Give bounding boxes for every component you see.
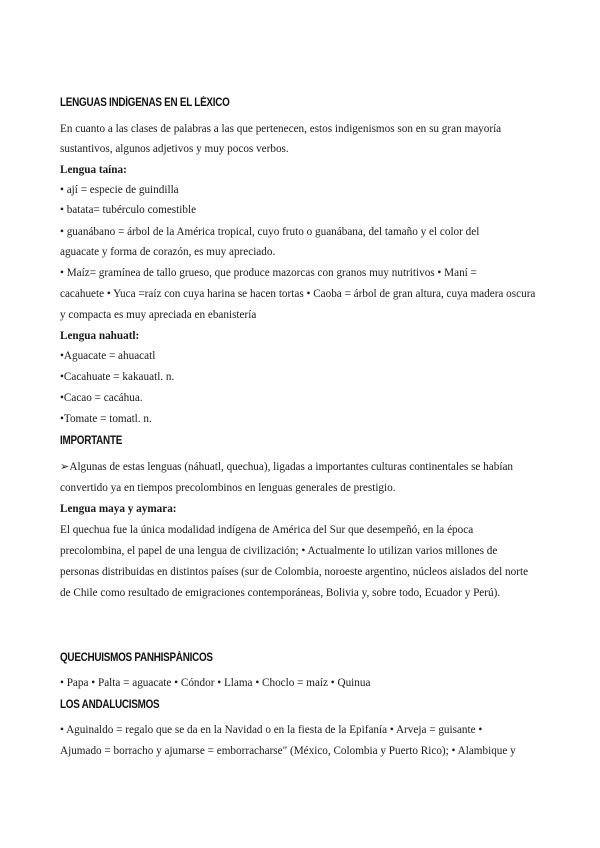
nahuatl-item-aguacate: •Aguacate = ahuacatl	[60, 350, 156, 362]
taina-item-maiz-1: • Maíz= gramínea de tallo grueso, que produce mazorcas con granos muy nutritivos • Maní =	[60, 267, 477, 279]
heading-lenguas-indigenas: LENGUAS INDÍGENAS EN EL LÉXICO	[60, 97, 230, 109]
taina-item-batata: • batata= tubérculo comestible	[60, 204, 197, 216]
maya-line-3: personas distribuidas en distintos países (sur de Colombia, noroeste argentino, núcleos aislados del norte	[60, 566, 529, 578]
taina-title: Lengua taína:	[60, 164, 127, 176]
nahuatl-title: Lengua nahuatl:	[60, 330, 140, 342]
taina-item-maiz-3: y compacta es muy apreciada en ebanistería	[60, 309, 257, 321]
andalucismos-line-1: • Aguinaldo = regalo que se da en la Navidad o en la fiesta de la Epifanía • Arveja = guisante •	[60, 724, 483, 736]
maya-line-4: de Chile como resultado de emigraciones contemporáneas, Bolivia y, sobre todo, Ecuador y Perú).	[60, 587, 501, 599]
nahuatl-item-tomate: •Tomate = tomatl. n.	[60, 413, 152, 425]
heading-andalucismos: LOS ANDALUCISMOS	[60, 699, 160, 711]
nahuatl-item-cacao: •Cacao = cacáhua.	[60, 392, 143, 404]
maya-line-1: El quechua fue la única modalidad indígena de América del Sur que desempeñó, en la época	[60, 524, 474, 536]
andalucismos-line-2: Ajumado = borracho y ajumarse = emborracharse" (México, Colombia y Puerto Rico); • Alambique y	[60, 745, 516, 757]
taina-item-guanabano-1: • guanábano = árbol de la América tropical, cuyo fruto o guanábana, del tamaño y el color del	[60, 226, 480, 238]
heading-quechuismos: QUECHUISMOS PANHISPÁNICOS	[60, 652, 213, 664]
quechuismos-line: • Papa • Palta = aguacate • Cóndor • Llama • Choclo = maíz • Quinua	[60, 677, 371, 689]
intro-line-2: sustantivos, algunos adjetivos y muy pocos verbos.	[60, 143, 289, 155]
taina-item-aji: • ají = especie de guindilla	[60, 184, 179, 196]
nahuatl-item-cacahuate: •Cacahuate = kakauatl. n.	[60, 371, 175, 383]
importante-line-1: ➢Algunas de estas lenguas (náhuatl, quechua), ligadas a importantes culturas continentales se habían	[60, 461, 514, 473]
taina-item-maiz-2: cacahuete • Yuca =raíz con cuya harina se hacen tortas • Caoba = árbol de gran altura, cuya madera oscura	[60, 288, 536, 300]
maya-line-2: precolombina, el papel de una lengua de civilización; • Actualmente lo utilizan varios millones de	[60, 545, 498, 557]
heading-importante: IMPORTANTE	[60, 435, 123, 447]
taina-item-guanabano-2: aguacate y forma de corazón, es muy apreciado.	[60, 246, 276, 258]
intro-line-1: En cuanto a las clases de palabras a las que pertenecen, estos indigenismos son en su gran mayoría	[60, 123, 502, 135]
importante-line-2: convertido ya en tiempos precolombinos en lenguas generales de prestigio.	[60, 482, 396, 494]
maya-aymara-title: Lengua maya y aymara:	[60, 503, 177, 515]
